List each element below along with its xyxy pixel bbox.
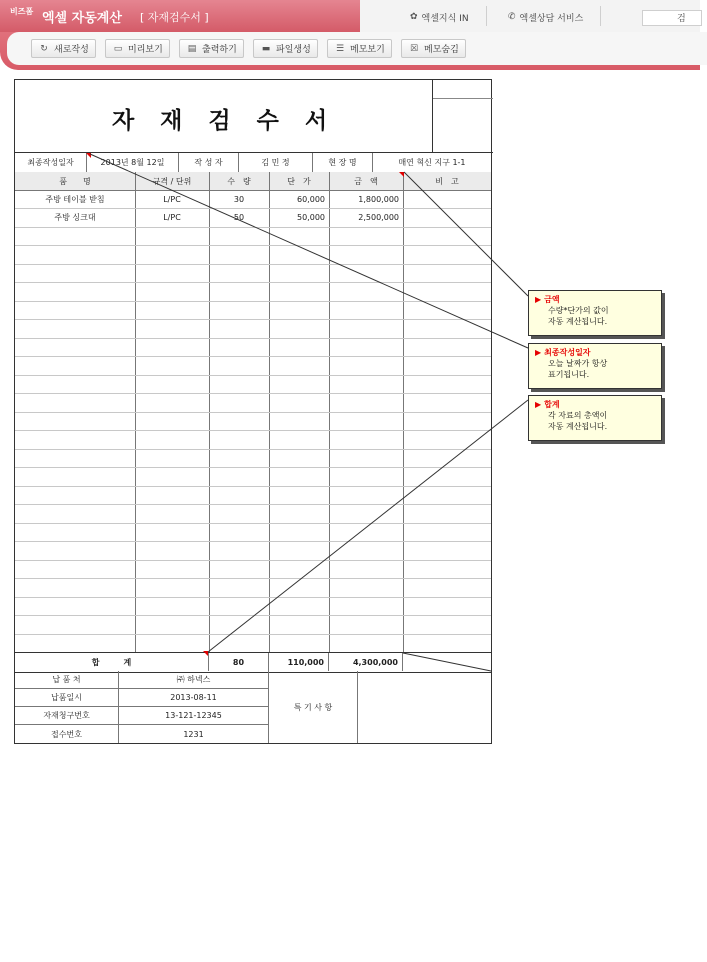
callout-text: 오늘 날짜가 항상 [548,359,608,368]
sub-title: [ 자재검수서 ] [140,11,209,24]
triangle-right-icon: ▶ [535,400,542,409]
column-header: 비 고 [435,176,459,186]
total-comment [528,395,662,441]
remarks-label: 특 기 사 항 [269,671,358,743]
button-label: 미리보기 [128,45,163,55]
item-name[interactable]: 주방 싱크대 [54,212,96,222]
triangle-right-icon: ▶ [535,295,542,304]
column-header: 규격 / 단위 [152,176,192,186]
tab-label: 엑셀상담 서비스 [519,13,584,24]
item-qty[interactable]: 50 [233,212,245,222]
callout-text: 각 자료의 총액이 [548,411,608,420]
column-header: 단 가 [287,176,311,186]
item-unit-price[interactable]: 60,000 [297,194,325,204]
callout-title: 금액 [544,295,560,304]
callout-title: 최종작성일자 [544,348,591,357]
date-value[interactable]: 2013년 8월 12일 [87,153,179,172]
date-label: 최종작성일자 [15,153,87,172]
print-icon: ▤ [187,43,197,54]
date-comment [528,343,662,389]
delivery-to-label: 납 품 처 [15,671,119,689]
button-label: 메모숨김 [424,45,459,55]
callout-text: 수량*단가의 값이 [548,306,609,315]
item-amount: 1,800,000 [358,194,399,204]
button-label: 메모보기 [350,45,385,55]
item-qty[interactable]: 30 [233,194,245,204]
button-label: 파일생성 [276,45,311,55]
button-label: 출력하기 [202,45,237,55]
item-spec[interactable]: L/PC [163,194,181,204]
total-unit-price: 110,000 [269,653,329,671]
memo-hide-icon: ☒ [409,43,419,54]
author-value[interactable]: 김 민 정 [239,153,313,172]
amount-comment [528,290,662,336]
total-amount: 4,300,000 [329,653,403,671]
author-label: 작 성 자 [179,153,239,172]
callout-text: 자동 계산됩니다. [548,422,608,431]
item-amount: 2,500,000 [358,212,399,222]
callout-text: 표기됩니다. [548,370,590,379]
bulb-icon: ✿ [410,12,418,22]
tab-label: 엑셀지식 IN [421,13,469,24]
column-header: 품 명 [59,176,91,186]
column-header: 금 액 [354,176,378,186]
bizforms-logo: 비즈폼 [10,7,34,16]
receipt-number-label: 접수번호 [15,725,119,743]
request-number-label: 자재청구번호 [15,707,119,725]
callout-text: 자동 계산됩니다. [548,317,608,326]
search-input[interactable]: 검 [642,10,702,26]
delivery-to-value[interactable]: ㈜ 하넥스 [119,671,269,689]
item-name[interactable]: 주방 테이블 받침 [45,194,105,204]
delivery-date-label: 납품일시 [15,689,119,707]
total-label: 합 계 [15,653,209,671]
item-unit-price[interactable]: 50,000 [297,212,325,222]
button-label: 새로작성 [54,45,89,55]
item-spec[interactable]: L/PC [163,212,181,222]
phone-icon: ✆ [508,12,516,22]
document-title: 자 재 검 수 서 [111,108,337,134]
monitor-icon: ▭ [113,43,123,54]
total-qty: 80 [209,653,269,671]
memo-icon: ☰ [335,43,345,54]
refresh-icon: ↻ [40,43,48,54]
site-label: 현 장 명 [313,153,373,172]
triangle-right-icon: ▶ [535,348,542,357]
receipt-number-value[interactable]: 1231 [119,725,269,743]
request-number-value[interactable]: 13-121-12345 [119,707,269,725]
column-header: 수 량 [227,176,251,186]
delivery-date-value[interactable]: 2013-08-11 [119,689,269,707]
folder-icon: ▬ [261,43,271,54]
callout-title: 합계 [544,400,560,409]
app-title: 엑셀 자동계산 [42,11,122,26]
site-value[interactable]: 매연 혁신 지구 1-1 [398,158,466,167]
